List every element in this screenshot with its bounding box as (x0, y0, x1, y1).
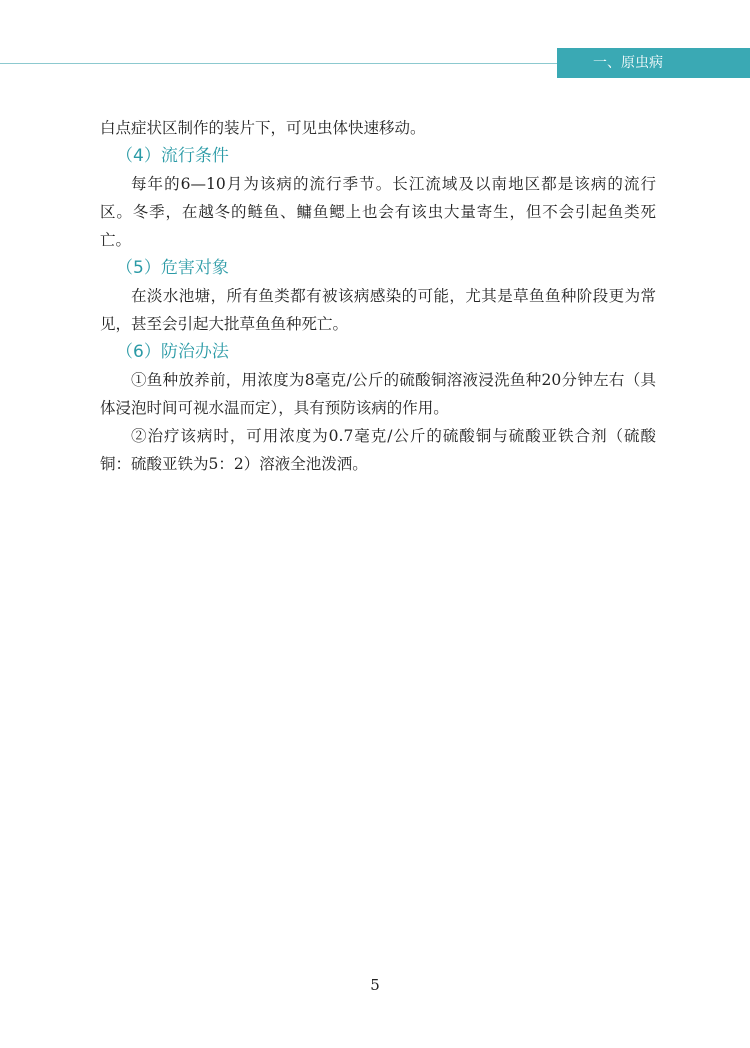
section-paragraph: ①鱼种放养前，用浓度为8毫克/公斤的硫酸铜溶液浸洗鱼种20分钟左右（具体浸泡时间可视水温而定），具有预防该病的作用。 (100, 371, 656, 417)
section-prevention-treatment (100, 338, 656, 478)
page-body (100, 114, 656, 478)
section-heading: （5）危害对象 (116, 258, 229, 278)
section-paragraph: 每年的6—10月为该病的流行季节。长江流域及以南地区都是该病的流行区。冬季，在越冬的鲢鱼、鳙鱼鳃上也会有该虫大量寄生，但不会引起鱼类死亡。 (100, 175, 656, 249)
page-number: 5 (370, 976, 380, 994)
chapter-tab: 一、原虫病 (557, 48, 750, 78)
section-paragraph: 在淡水池塘，所有鱼类都有被该病感染的可能，尤其是草鱼鱼种阶段更为常见，甚至会引起大批草鱼鱼种死亡。 (100, 287, 656, 333)
section-epidemic-conditions (100, 142, 656, 254)
intro-paragraph: 白点症状区制作的装片下，可见虫体快速移动。 (100, 119, 426, 137)
section-heading: （6）防治办法 (116, 342, 229, 362)
section-heading: （4）流行条件 (116, 146, 229, 166)
section-paragraph: ②治疗该病时，可用浓度为0.7毫克/公斤的硫酸铜与硫酸亚铁合剂（硫酸铜：硫酸亚铁为5：2）溶液全池泼洒。 (100, 427, 656, 473)
section-affected-targets (100, 254, 656, 338)
